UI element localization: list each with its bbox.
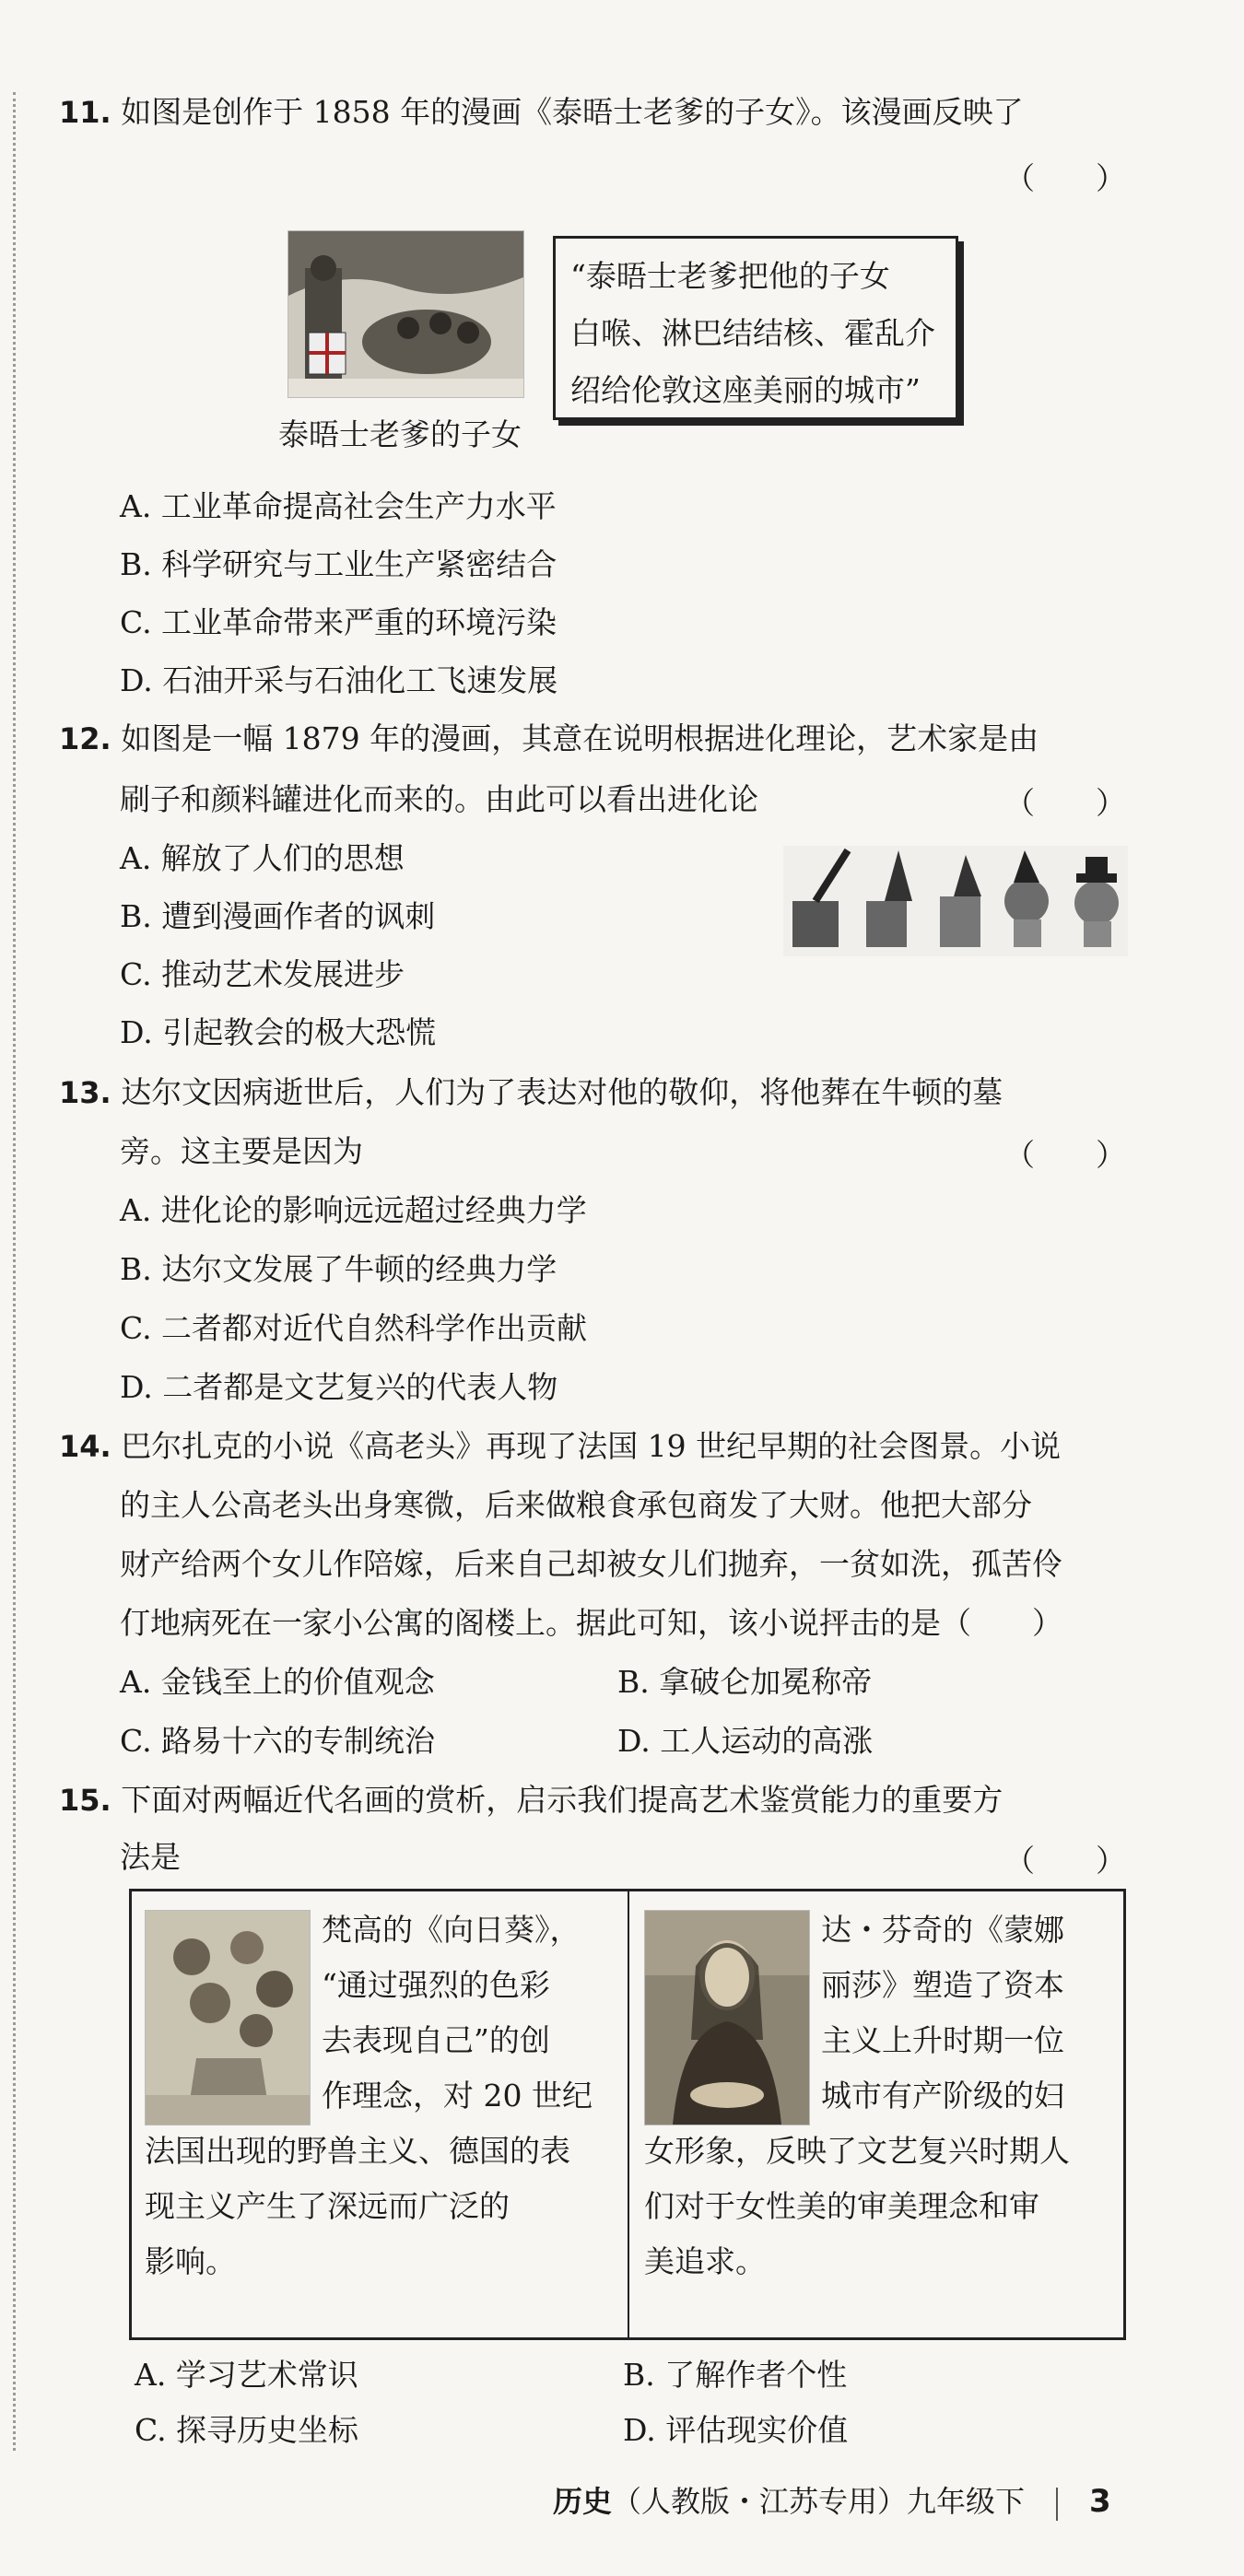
question-14-stem-4: 仃地病死在一家小公寓的阁楼上。据此可知，该小说抨击的是（ ） [120,1605,1062,1641]
mona-lisa-text-line: 城市有产阶级的妇 [821,2078,1064,2113]
q14-option-a[interactable]: A. 金钱至上的价值观念 [120,1664,435,1700]
thames-cartoon-image [288,230,524,398]
q13-option-a[interactable]: A. 进化论的影响远远超过经典力学 [120,1192,587,1228]
q11-option-d[interactable]: D. 石油开采与石油化工飞速发展 [120,662,558,698]
sunflowers-text-bottom [145,2124,570,2289]
q13-option-c[interactable]: C. 二者都对近代自然科学作出贡献 [120,1310,588,1346]
quote-line: “泰晤士老爹把他的子女 [570,258,890,294]
question-12-number: 12. [59,721,111,756]
binding-margin-line [13,92,16,2451]
sunflowers-text-line: 梵高的《向日葵》， [322,1912,581,1948]
footer-subject: 历史 [553,2484,613,2519]
q14-option-b[interactable]: B. 拿破仑加冕称帝 [617,1664,873,1700]
question-15-answer-blank[interactable]: （ ） [1004,1843,1126,1879]
page-footer [553,2478,1111,2521]
q13-option-d[interactable]: D. 二者都是文艺复兴的代表人物 [120,1369,558,1405]
q13-option-b[interactable]: B. 达尔文发展了牛顿的经典力学 [120,1251,557,1287]
question-14-text-1: 巴尔扎克的小说《高老头》再现了法国 19 世纪早期的社会图景。小说 [121,1428,1062,1464]
quote-line: 白喉、淋巴结结核、霍乱介 [570,315,935,351]
question-14-stem-2: 的主人公高老头出身寒微，后来做粮食承包商发了大财。他把大部分 [120,1487,1032,1523]
page-number: 3 [1089,2483,1111,2520]
q12-option-c[interactable]: C. 推动艺术发展进步 [120,956,405,992]
footer-separator [1056,2488,1058,2521]
question-15-stem-2: 法是 [120,1839,181,1875]
question-15-number: 15. [59,1783,111,1818]
evolution-cartoon-image [783,846,1128,956]
q11-option-b[interactable]: B. 科学研究与工业生产紧密结合 [120,546,557,582]
mona-lisa-text-line: 丽莎》塑造了资本 [821,1967,1064,2003]
mona-lisa-text-line: 们对于女性美的审美理念和审 [644,2188,1039,2224]
q12-option-b[interactable]: B. 遭到漫画作者的讽刺 [120,898,436,934]
sunflowers-text-line: 作理念，对 20 世纪 [322,2078,593,2113]
sunflowers-text-line: 现主义产生了深远而广泛的 [145,2188,510,2224]
sunflowers-text-line: 去表现自己”的创 [322,2022,550,2058]
q15-option-c[interactable]: C. 探寻历史坐标 [135,2412,359,2448]
cartoon-caption: 泰晤士老爹的子女 [278,416,522,452]
sunflowers-text-line: “通过强烈的色彩 [322,1967,550,2003]
sunflowers-painting-image [145,1910,311,2125]
q15-option-a[interactable]: A. 学习艺术常识 [135,2357,358,2393]
q15-option-d[interactable]: D. 评估现实价值 [623,2412,849,2448]
question-11-number: 11. [59,95,111,130]
q14-option-c[interactable]: C. 路易十六的专制统治 [120,1723,436,1759]
question-13-text-1: 达尔文因病逝世后，人们为了表达对他的敬仰，将他葬在牛顿的墓 [121,1074,1003,1110]
mona-lisa-text-line: 美追求。 [644,2243,766,2279]
question-11-text: 如图是创作于 1858 年的漫画《泰晤士老爹的子女》。该漫画反映了 [121,94,1024,130]
thames-quote-box [553,236,958,420]
question-11-answer-blank[interactable]: （ ） [1004,160,1126,196]
question-14-stem-3: 财产给两个女儿作陪嫁，后来自己却被女儿们抛弃，一贫如洗，孤苦伶 [120,1546,1062,1582]
q12-option-d[interactable]: D. 引起教会的极大恐慌 [120,1014,437,1050]
question-13-number: 13. [59,1075,111,1110]
question-15-text-1: 下面对两幅近代名画的赏析，启示我们提高艺术鉴赏能力的重要方 [121,1782,1003,1818]
question-12-text-1: 如图是一幅 1879 年的漫画，其意在说明根据进化理论，艺术家是由 [121,720,1039,756]
footer-edition: （人教版・江苏专用）九年级下 [612,2484,1026,2519]
question-13-stem-1 [59,1072,1003,1113]
mona-lisa-text-line: 主义上升时期一位 [821,2022,1064,2058]
sunflowers-text-line: 影响。 [145,2243,236,2279]
mona-lisa-text-bottom [644,2124,1070,2289]
question-13-stem-2: 旁。这主要是因为 [120,1133,363,1169]
mona-lisa-text-line: 达・芬奇的《蒙娜 [821,1912,1064,1948]
quote-line: 绍给伦敦这座美丽的城市” [570,372,921,408]
q15-option-b[interactable]: B. 了解作者个性 [623,2357,848,2393]
question-12-stem-1 [59,719,1039,759]
question-11-stem [59,92,1024,133]
q11-option-a[interactable]: A. 工业革命提高社会生产力水平 [120,488,557,524]
table-divider [628,1891,629,2337]
mona-lisa-painting-image [644,1910,810,2125]
q12-option-a[interactable]: A. 解放了人们的思想 [120,840,405,876]
question-12-stem-2: 刷子和颜料罐进化而来的。由此可以看出进化论 [120,781,758,817]
paintings-comparison-table [129,1889,1126,2340]
mona-lisa-text-top [821,1903,1064,2124]
question-15-stem-1 [59,1780,1003,1821]
mona-lisa-text-line: 女形象，反映了文艺复兴时期人 [644,2133,1070,2169]
sunflowers-text-line: 法国出现的野兽主义、德国的表 [145,2133,570,2169]
question-13-answer-blank[interactable]: （ ） [1004,1137,1126,1173]
q14-option-d[interactable]: D. 工人运动的高涨 [617,1723,874,1759]
sunflowers-text-top [322,1903,593,2124]
question-14-stem-1 [59,1426,1061,1467]
q11-option-c[interactable]: C. 工业革命带来严重的环境污染 [120,604,557,640]
question-14-number: 14. [59,1429,111,1464]
question-12-answer-blank[interactable]: （ ） [1004,785,1126,821]
